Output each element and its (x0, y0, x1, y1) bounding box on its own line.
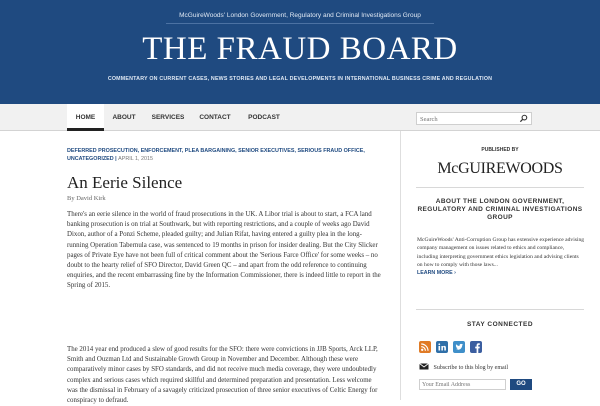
subscribe-label: Subscribe to this blog by email (433, 365, 508, 371)
category-link[interactable]: ENFORCEMENT (140, 148, 182, 154)
site-description: COMMENTARY ON CURRENT CASES, NEWS STORIES AND LEGAL DEVELOPMENTS IN INTERNATIONAL BUSINESS CRIME AND REGULATION (107, 76, 493, 82)
tagline-divider (166, 23, 434, 24)
twitter-icon[interactable] (453, 341, 465, 353)
email-field[interactable] (422, 380, 504, 389)
go-button[interactable]: GO (510, 379, 532, 390)
post-byline: By David Kirk (67, 195, 106, 202)
category-link[interactable]: UNCATEGORIZED (67, 156, 114, 162)
rss-icon[interactable] (419, 341, 431, 353)
search-input[interactable] (420, 114, 516, 124)
search-box (416, 112, 532, 125)
category-link[interactable]: DEFERRED PROSECUTION (67, 148, 138, 154)
published-by-label: PUBLISHED BY (481, 147, 519, 153)
facebook-icon[interactable] (470, 341, 482, 353)
sidebar-divider (416, 187, 584, 188)
about-text: McGuireWoods' Anti-Corruption Group has extensive experience advising company management on issues related to ethics and compliance, including interpreting government ethics legislation and advising clients on how to comply with those laws... LEARN MORE › (417, 237, 585, 277)
nav-contact[interactable]: CONTACT (199, 114, 231, 121)
sidebar-divider (416, 309, 584, 310)
site-title[interactable]: THE FRAUD BOARD (142, 31, 458, 67)
site-header (0, 0, 600, 104)
stay-connected-heading: STAY CONNECTED (466, 321, 534, 328)
envelope-icon (419, 363, 429, 370)
nav-podcast[interactable]: PODCAST (248, 114, 280, 121)
post-paragraph: There's an eerie silence in the world of fraud prosecutions in the UK. A Libor trial is about to start, a FCA land banking prosecution is on trial at Southwark, but with reporting restrictions, and a couple of weeks ago David Dixon, author of a Ponzi Scheme, pleaded guilty; and Julian Rifat, having entered a guilty plea in the long-running Operation Tabernula case, was sentenced to 19 months in prison for insider dealing. But the City Slicker pages of Private Eye have not been full of critical comment about the 'Serious Farce Office' for some weeks – no doubt to the hearty relief of SFO Director, David Green QC – and apart from the odd reference to continuing enquiries, and the recent embarrassing fine by the Information Commissioner, there is indeed little to report in the Spring of 2015. (67, 211, 381, 290)
category-link[interactable]: PLEA BARGAINING (184, 148, 236, 154)
linkedin-icon[interactable] (436, 341, 448, 353)
mcguirewoods-logo[interactable]: McGUIREWOODS (437, 160, 563, 177)
nav-home[interactable]: HOME (67, 104, 104, 131)
subscribe-row (419, 363, 508, 371)
post-date: APRIL 1, 2015 (118, 156, 154, 162)
category-link[interactable]: SENIOR EXECUTIVES (238, 148, 295, 154)
learn-more-link[interactable]: LEARN MORE › (417, 270, 456, 277)
nav-about[interactable]: ABOUT (112, 114, 136, 121)
post-categories: DEFERRED PROSECUTION, ENFORCEMENT, PLEA BARGAINING, SENIOR EXECUTIVES, SERIOUS FRAUD OFFICE, UNCATEGORIZED | APRIL 1, 2015 (67, 148, 365, 162)
category-link[interactable]: SERIOUS FRAUD OFFICE (297, 148, 364, 154)
header-tagline: McGuireWoods' London Government, Regulatory and Criminal Investigations Group (179, 12, 421, 19)
email-box (419, 379, 506, 390)
nav-services[interactable]: SERVICES (151, 114, 185, 121)
about-heading: ABOUT THE LONDON GOVERNMENT, REGULATORY AND CRIMINAL INVESTIGATIONS GROUP (417, 198, 583, 221)
search-icon[interactable] (519, 114, 528, 123)
post-title[interactable]: An Eerie Silence (67, 173, 183, 192)
post-paragraph: The 2014 year end produced a slew of good results for the SFO: there were convictions in JJB Sports, Arck LLP, Smith and Ouzman Ltd and Sustainable Growth Group in November and December. Although these were comparatively minor cases by SFO standards, and did not receive much media coverage, they were undoubtedly complex and serious cases which required skillful and determined preparation and presentation. Less welcome was the dismissal in February of a savagely criticized prosecution of three senior executives of Celtic Energy for conspiracy to defraud. (67, 346, 378, 405)
